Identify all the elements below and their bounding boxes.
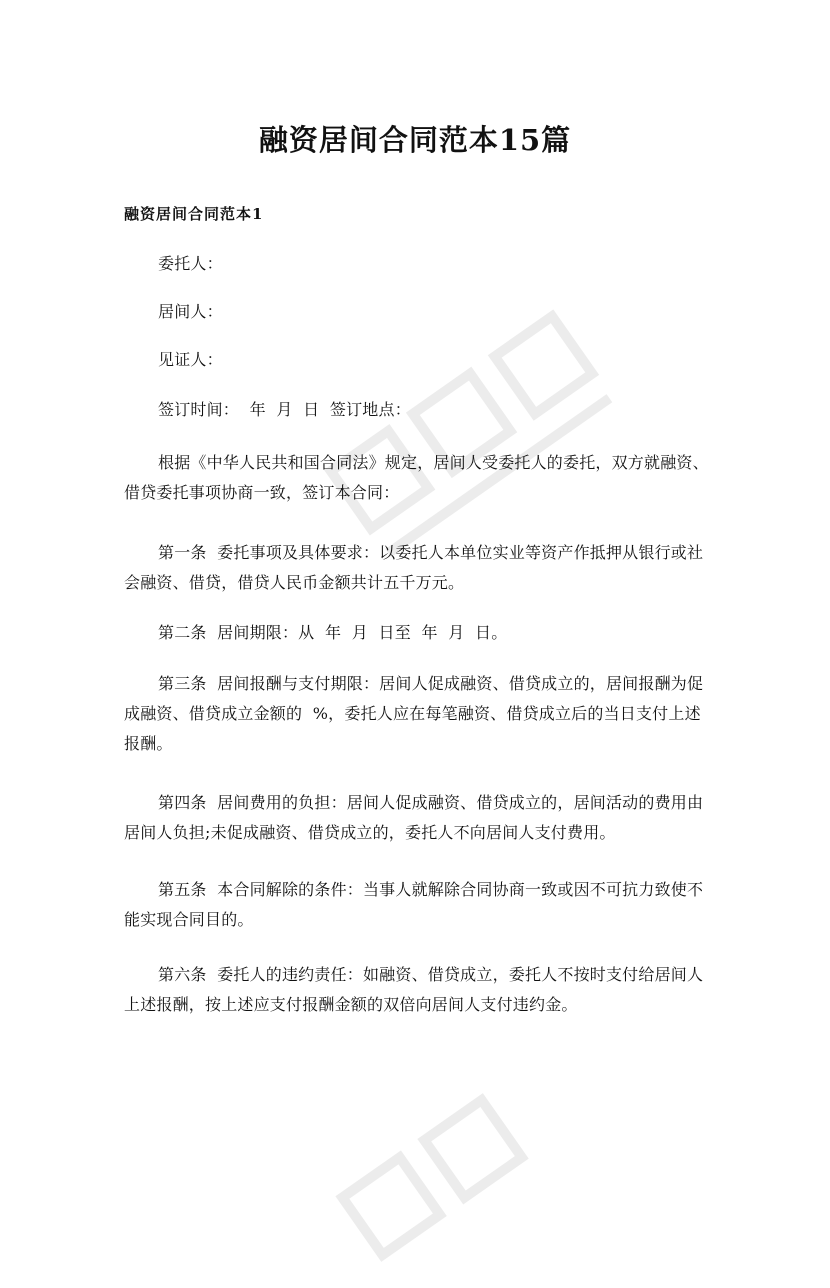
- article-6: 第六条 委托人的违约责任：如融资、借贷成立，委托人不按时支付给居间人上述报酬，按上述应支付报酬金额的双倍向居间人支付违约金。: [124, 965, 704, 1014]
- intermediary-field: 居间人：: [158, 302, 223, 321]
- witness-field: 见证人：: [158, 350, 223, 369]
- document-title: 融资居间合同范本15篇: [258, 123, 572, 157]
- section-heading: 融资居间合同范本1: [124, 205, 264, 223]
- intro-paragraph: 根据《中华人民共和国合同法》规定，居间人受委托人的委托，双方就融资、借贷委托事项协商一致，签订本合同：: [124, 453, 709, 502]
- article-1: 第一条 委托事项及具体要求：以委托人本单位实业等资产作抵押从银行或社会融资、借贷，借贷人民币金额共计五千万元。: [124, 543, 704, 592]
- sign-info-field: 签订时间： 年 月 日 签订地点：: [158, 400, 411, 419]
- article-3: 第三条 居间报酬与支付期限：居间人促成融资、借贷成立的，居间报酬为促成融资、借贷成立金额的 %，委托人应在每笔融资、借贷成立后的当日支付上述报酬。: [124, 674, 704, 753]
- watermark-logo-icon: [323, 1015, 638, 1285]
- article-2: 第二条 居间期限：从 年 月 日至 年 月 日。: [158, 623, 508, 642]
- article-5: 第五条 本合同解除的条件：当事人就解除合同协商一致或因不可抗力致使不能实现合同目的。: [124, 880, 704, 929]
- watermark: [323, 1015, 638, 1285]
- client-field: 委托人：: [158, 254, 223, 273]
- article-4: 第四条 居间费用的负担：居间人促成融资、借贷成立的，居间活动的费用由居间人负担;未促成融资、借贷成立的，委托人不向居间人支付费用。: [124, 793, 704, 842]
